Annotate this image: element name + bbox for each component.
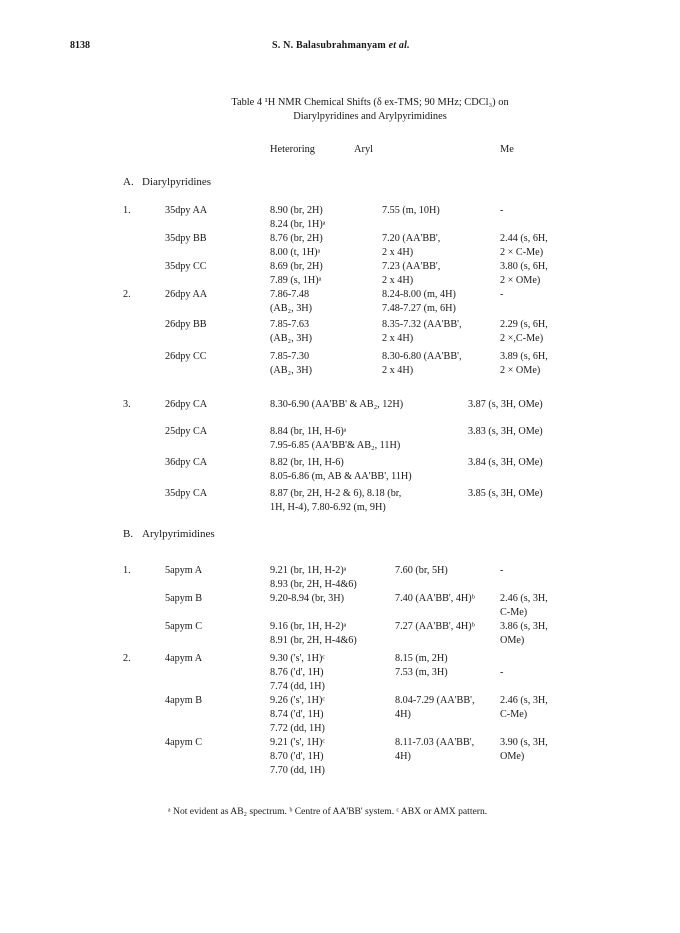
heteroring-shift: 8.76 ('d', 1H) [270, 667, 324, 679]
me-shift: OMe) [500, 751, 525, 763]
me-shift: 2.46 (s, 3H, [500, 695, 548, 706]
aryl-shift: 2 x 4H) [382, 333, 414, 345]
compound-name: 5apym A [165, 565, 203, 576]
aryl-shift: 4H) [395, 709, 411, 721]
me-shift: 3.89 (s, 6H, [500, 351, 548, 362]
heteroring-shift: 9.30 ('s', 1H)ᶜ [270, 653, 325, 664]
me-shift: OMe) [500, 635, 525, 647]
me-shift: 2 × C-Me) [500, 247, 544, 259]
aryl-shift: 8.35-7.32 (AA'BB', [382, 319, 462, 330]
me-shift: 2 × OMe) [500, 275, 541, 287]
me-shift: - [500, 667, 504, 679]
heteroring-shift: 7.86-7.48 [270, 289, 310, 300]
aryl-shift: 7.27 (AA'BB', 4H)ᵇ [395, 621, 475, 632]
me-shift: - [500, 565, 504, 576]
compound-name: 35dpy BB [165, 233, 207, 244]
heteroring-shift: 8.91 (br, 2H, H-4&6) [270, 635, 357, 647]
aryl-shift: 4H) [395, 751, 411, 763]
aryl-shift: 8.11-7.03 (AA'BB', [395, 737, 475, 748]
heteroring-shift: 8.70 ('d', 1H) [270, 751, 324, 763]
compound-name: 35dpy CA [165, 488, 208, 499]
aryl-shift: 8.15 (m, 2H) [395, 653, 448, 664]
aryl-shift: 7.48-7.27 (m, 6H) [382, 303, 456, 315]
heteroring-shift: 8.87 (br, 2H, H-2 & 6), 8.18 (br, [270, 488, 402, 499]
me-shift: 3.90 (s, 3H, [500, 737, 548, 748]
row-number: 2. [123, 653, 131, 664]
section-title: Arylpyrimidines [142, 528, 215, 540]
heteroring-shift: 8.00 (t, 1H)ᵃ [270, 247, 321, 259]
running-head-etal: et al. [388, 40, 410, 51]
table-caption-line1: Table 4 ¹H NMR Chemical Shifts (δ ex-TMS; 90 MHz; CDCl₃) on [231, 97, 509, 108]
heteroring-shift: 7.74 (dd, 1H) [270, 681, 325, 693]
section-title: Diarylpyridines [142, 176, 212, 188]
compound-name: 36dpy CA [165, 457, 208, 468]
row-number: 1. [123, 205, 131, 216]
row-number: 1. [123, 565, 131, 576]
aryl-shift: 8.04-7.29 (AA'BB', [395, 695, 475, 706]
heteroring-shift: 8.90 (br, 2H) [270, 205, 323, 216]
compound-name: 26dpy CA [165, 399, 208, 410]
heteroring-shift: 8.05-6.86 (m, AB & AA'BB', 11H) [270, 471, 412, 483]
heteroring-shift: 8.74 ('d', 1H) [270, 709, 324, 721]
heteroring-shift: 8.69 (br, 2H) [270, 261, 323, 272]
heteroring-shift: (AB₂, 3H) [270, 303, 313, 315]
me-shift: 3.84 (s, 3H, OMe) [468, 457, 543, 468]
me-shift: 2.46 (s, 3H, [500, 593, 548, 604]
heteroring-shift: 7.72 (dd, 1H) [270, 723, 325, 735]
me-shift: 3.83 (s, 3H, OMe) [468, 426, 543, 437]
column-header-aryl: Aryl [354, 144, 374, 155]
compound-name: 5apym B [165, 593, 203, 604]
compound-name: 5apym C [165, 621, 203, 632]
heteroring-shift: 8.30-6.90 (AA'BB' & AB₂, 12H) [270, 399, 404, 410]
heteroring-shift: 9.26 ('s', 1H)ᶜ [270, 695, 325, 706]
heteroring-shift: 8.93 (br, 2H, H-4&6) [270, 579, 357, 591]
aryl-shift: 2 x 4H) [382, 275, 414, 287]
heteroring-shift: (AB₂, 3H) [270, 333, 313, 345]
table-caption-line2: Diarylpyridines and Arylpyrimidines [293, 111, 447, 122]
me-shift: 2 × OMe) [500, 365, 541, 377]
me-shift: 2 ×,C-Me) [500, 333, 544, 345]
me-shift: 2.29 (s, 6H, [500, 319, 548, 330]
page-number: 8138 [70, 40, 90, 51]
aryl-shift: 7.53 (m, 3H) [395, 667, 448, 679]
running-head-authors: S. N. Balasubrahmanyam [272, 40, 386, 51]
compound-name: 35dpy CC [165, 261, 207, 272]
aryl-shift: 7.55 (m, 10H) [382, 205, 440, 216]
heteroring-shift: 1H, H-4), 7.80-6.92 (m, 9H) [270, 502, 386, 514]
aryl-shift: 8.24-8.00 (m, 4H) [382, 289, 456, 300]
compound-name: 26dpy BB [165, 319, 207, 330]
me-shift: C-Me) [500, 607, 528, 619]
heteroring-shift: 8.76 (br, 2H) [270, 233, 323, 244]
aryl-shift: 2 x 4H) [382, 247, 414, 259]
heteroring-shift: 7.85-7.30 [270, 351, 310, 362]
heteroring-shift: 9.21 (br, 1H, H-2)ᵃ [270, 565, 347, 576]
column-header-heteroring: Heteroring [270, 144, 316, 155]
compound-name: 25dpy CA [165, 426, 208, 437]
heteroring-shift: (AB₂, 3H) [270, 365, 313, 377]
compound-name: 35dpy AA [165, 205, 208, 216]
heteroring-shift: 9.21 ('s', 1H)ᶜ [270, 737, 325, 748]
me-shift: 3.86 (s, 3H, [500, 621, 548, 632]
heteroring-shift: 7.85-7.63 [270, 319, 310, 330]
me-shift: - [500, 289, 504, 300]
row-number: 3. [123, 399, 131, 410]
heteroring-shift: 8.84 (br, 1H, H-6)ᵃ [270, 426, 347, 437]
compound-name: 4apym A [165, 653, 203, 664]
aryl-shift: 7.20 (AA'BB', [382, 233, 441, 244]
heteroring-shift: 7.70 (dd, 1H) [270, 765, 325, 777]
table-caption [120, 96, 620, 124]
table-footnote: ᵃ Not evident as AB₂ spectrum. ᵇ Centre of AA'BB' system. ᶜ ABX or AMX pattern. [168, 806, 488, 817]
section-label: A. [123, 176, 134, 188]
me-shift: 3.87 (s, 3H, OMe) [468, 399, 543, 410]
me-shift: 3.85 (s, 3H, OMe) [468, 488, 543, 499]
me-shift: - [500, 205, 504, 216]
heteroring-shift: 8.82 (br, 1H, H-6) [270, 457, 344, 468]
compound-name: 4apym C [165, 737, 203, 748]
me-shift: C-Me) [500, 709, 528, 721]
aryl-shift: 7.23 (AA'BB', [382, 261, 441, 272]
heteroring-shift: 9.20-8.94 (br, 3H) [270, 593, 345, 604]
me-shift: 3.80 (s, 6H, [500, 261, 548, 272]
me-shift: 2.44 (s, 6H, [500, 233, 548, 244]
compound-name: 4apym B [165, 695, 203, 706]
column-header-me: Me [500, 144, 514, 155]
heteroring-shift: 9.16 (br, 1H, H-2)ᵃ [270, 621, 347, 632]
heteroring-shift: 8.24 (br, 1H)ᵃ [270, 219, 326, 231]
section-label: B. [123, 528, 134, 540]
aryl-shift: 7.40 (AA'BB', 4H)ᵇ [395, 593, 475, 604]
heteroring-shift: 7.95-6.85 (AA'BB'& AB₂, 11H) [270, 440, 401, 452]
running-head [272, 40, 410, 51]
compound-name: 26dpy AA [165, 289, 208, 300]
aryl-shift: 2 x 4H) [382, 365, 414, 377]
heteroring-shift: 7.89 (s, 1H)ᵃ [270, 275, 322, 287]
compound-name: 26dpy CC [165, 351, 207, 362]
row-number: 2. [123, 289, 131, 300]
aryl-shift: 8.30-6.80 (AA'BB', [382, 351, 462, 362]
aryl-shift: 7.60 (br, 5H) [395, 565, 448, 576]
